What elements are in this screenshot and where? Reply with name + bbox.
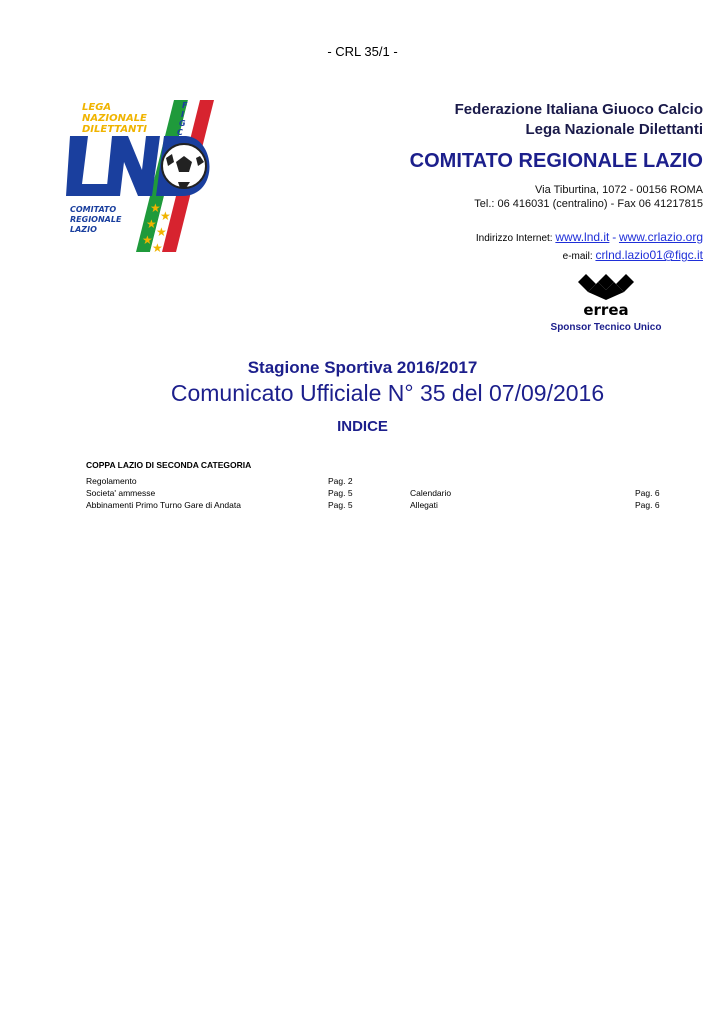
toc-entry-title: Abbinamenti Primo Turno Gare di Andata: [86, 500, 241, 510]
internet-row: [476, 229, 703, 247]
svg-text:★: ★: [150, 201, 161, 215]
errea-wordmark: errea: [583, 301, 629, 318]
toc-entry-page: Pag. 2: [328, 476, 353, 486]
table-of-contents: [86, 460, 666, 511]
toc-entry-title: Societa' ammesse: [86, 488, 156, 498]
toc-row: [86, 499, 666, 511]
logo-line3: DILETTANTI: [82, 124, 147, 135]
header-organization: [455, 100, 703, 140]
toc-section-title: COPPA LAZIO DI SECONDA CATEGORIA: [86, 460, 252, 470]
address-line: Via Tiburtina, 1072 - 00156 ROMA: [535, 184, 703, 196]
contact-block: [474, 183, 703, 211]
toc-entry-title-right: Calendario: [410, 488, 452, 498]
logo-sub1: COMITATO: [70, 205, 117, 214]
communique-title: Comunicato Ufficiale N° 35 del 07/09/2016: [170, 380, 605, 406]
toc-entry-title: Regolamento: [86, 476, 137, 486]
toc-entry-title-right: Allegati: [410, 500, 438, 510]
site-link-crlazio[interactable]: www.crlazio.org: [618, 230, 703, 244]
logo-figc-i: I: [181, 110, 184, 119]
logo-sub3: LAZIO: [70, 225, 97, 234]
svg-text:★: ★: [160, 209, 171, 223]
links-block: [476, 229, 703, 265]
site-separator: -: [612, 230, 617, 244]
page-number: - CRL 35/1 -: [327, 44, 398, 59]
lnd-emblem-graphic: [66, 96, 218, 256]
committee-title: COMITATO REGIONALE LAZIO: [409, 150, 703, 172]
phone-line: Tel.: 06 416031 (centralino) - Fax 06 41217815: [474, 198, 703, 210]
logo-sub2: REGIONALE: [70, 215, 122, 224]
email-link[interactable]: crlnd.lazio01@figc.it: [595, 248, 703, 262]
logo-figc-c: C: [177, 128, 183, 137]
email-label: e-mail:: [562, 251, 593, 262]
index-heading: INDICE: [337, 418, 388, 435]
toc-entry-page-right: Pag. 6: [635, 500, 660, 510]
logo-line1: LEGA: [82, 102, 112, 113]
sponsor-block: [540, 270, 672, 333]
site-link-lnd[interactable]: www.lnd.it: [555, 230, 610, 244]
toc-row: [86, 475, 666, 487]
errea-logo: [576, 270, 636, 318]
lnd-logo: [66, 96, 218, 256]
sponsor-label: Sponsor Tecnico Unico: [550, 322, 662, 333]
season-title: Stagione Sportiva 2016/2017: [247, 358, 478, 377]
league-name: Lega Nazionale Dilettanti: [525, 121, 703, 138]
svg-text:★: ★: [142, 233, 153, 247]
toc-row: [86, 487, 666, 499]
svg-text:★: ★: [146, 217, 157, 231]
internet-label: Indirizzo Internet:: [475, 233, 553, 244]
logo-figc-g: G: [179, 119, 186, 128]
svg-text:★: ★: [152, 241, 163, 255]
logo-figc-f: F: [182, 101, 188, 110]
federation-name: Federazione Italiana Giuoco Calcio: [454, 101, 703, 118]
logo-line2: NAZIONALE: [82, 113, 147, 124]
toc-entry-page-right: Pag. 6: [635, 488, 660, 498]
toc-entry-page: Pag. 5: [328, 500, 353, 510]
svg-text:★: ★: [156, 225, 167, 239]
toc-entry-page: Pag. 5: [328, 488, 353, 498]
email-row: [476, 247, 703, 265]
